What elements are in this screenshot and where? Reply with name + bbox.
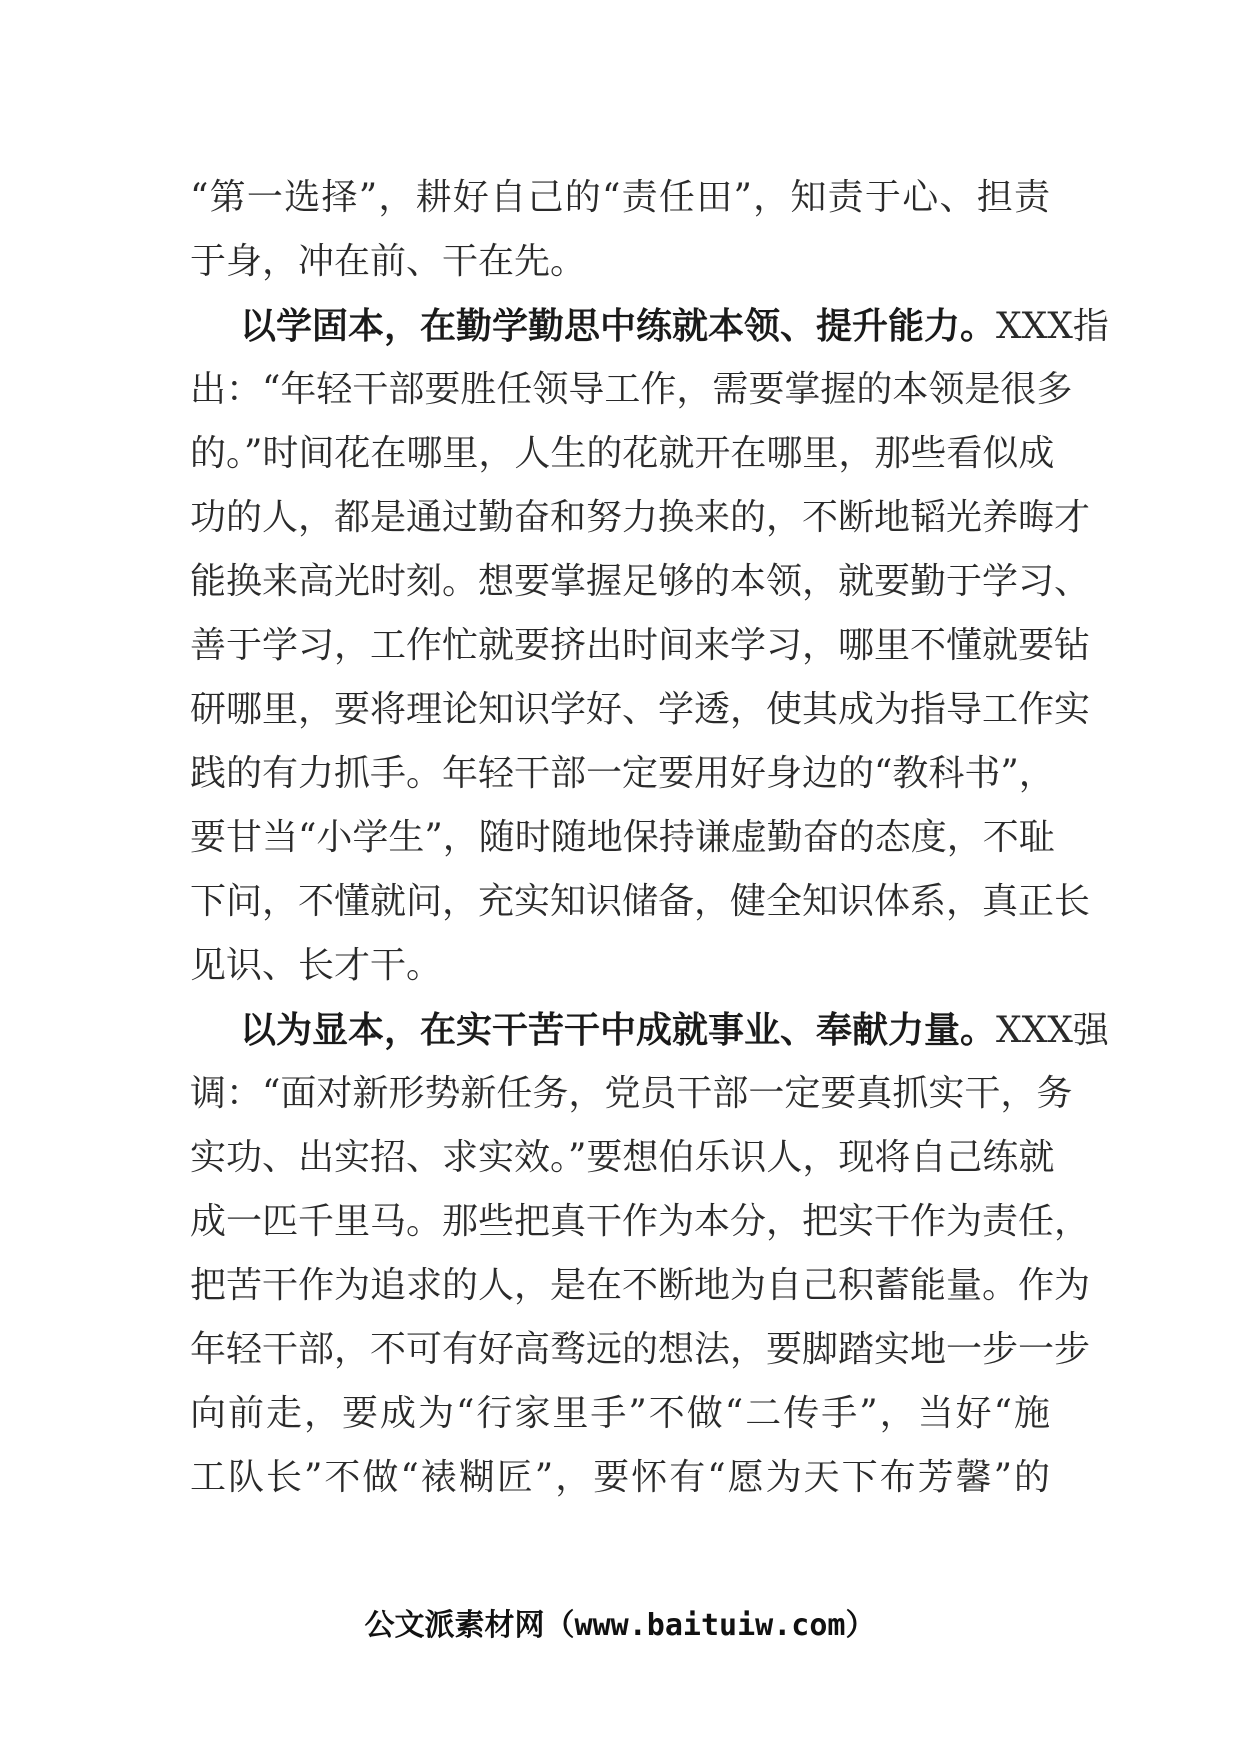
text-line: 能换来高光时刻。想要掌握足够的本领，就要勤于学习、 [190,561,1091,602]
text-line: 见识、长才干。 [190,945,443,986]
text-line: 调：“面对新形势新任务，党员干部一定要真抓实干，务 [190,1073,1073,1114]
text-line: 下问，不懂就问，充实知识储备，健全知识体系，真正长 [190,881,1091,922]
text-line: 于身，冲在前、干在先。 [190,241,587,282]
paragraph-lead-line [190,998,1109,1062]
text-line: 功的人，都是通过勤奋和努力换来的，不断地韬光养晦才 [190,497,1091,538]
text-line: 出：“年轻干部要胜任领导工作，需要掌握的本领是很多 [190,369,1073,410]
document-body [190,166,1109,1510]
text-line: 研哪里，要将理论知识学好、学透，使其成为指导工作实 [190,689,1091,730]
paragraph-heading: 以为显本，在实干苦干中成就事业、奉献力量。 [240,1009,997,1051]
text-line: 善于学习，工作忙就要挤出时间来学习，哪里不懂就要钻 [190,625,1091,666]
text-line: 践的有力抓手。年轻干部一定要用好身边的“教科书”， [190,753,1055,794]
text-line: 年轻干部，不可有好高骛远的想法，要脚踏实地一步一步 [190,1329,1091,1370]
paragraph-lead-text: XXX强 [996,1010,1109,1051]
paragraph-1 [190,166,1050,294]
paragraph-lead-text: XXX指 [996,306,1109,347]
paragraph-2 [190,294,1109,998]
text-line: 成一匹千里马。那些把真干作为本分，把实干作为责任， [190,1201,1091,1242]
paragraph-3 [190,998,1109,1510]
text-line: 向前走，要成为“行家里手”不做“二传手”，当好“施 [190,1393,1050,1434]
text-line: 工队长”不做“裱糊匠”，要怀有“愿为天下布芳馨”的 [190,1457,1050,1498]
text-line: 实功、出实招、求实效。”要想伯乐识人，现将自己练就 [190,1137,1055,1178]
text-line: 要甘当“小学生”，随时随地保持谦虚勤奋的态度，不耻 [190,817,1055,858]
text-line: 把苦干作为追求的人，是在不断地为自己积蓄能量。作为 [190,1265,1091,1306]
page-footer-watermark: 公文派素材网（www.baituiw.com） [364,1608,876,1643]
paragraph-lead-line [190,294,1109,358]
text-line: “第一选择”，耕好自己的“责任田”，知责于心、担责 [190,177,1050,218]
paragraph-heading: 以学固本，在勤学勤思中练就本领、提升能力。 [240,305,997,347]
text-line: 的。”时间花在哪里，人生的花就开在哪里，那些看似成 [190,433,1055,474]
